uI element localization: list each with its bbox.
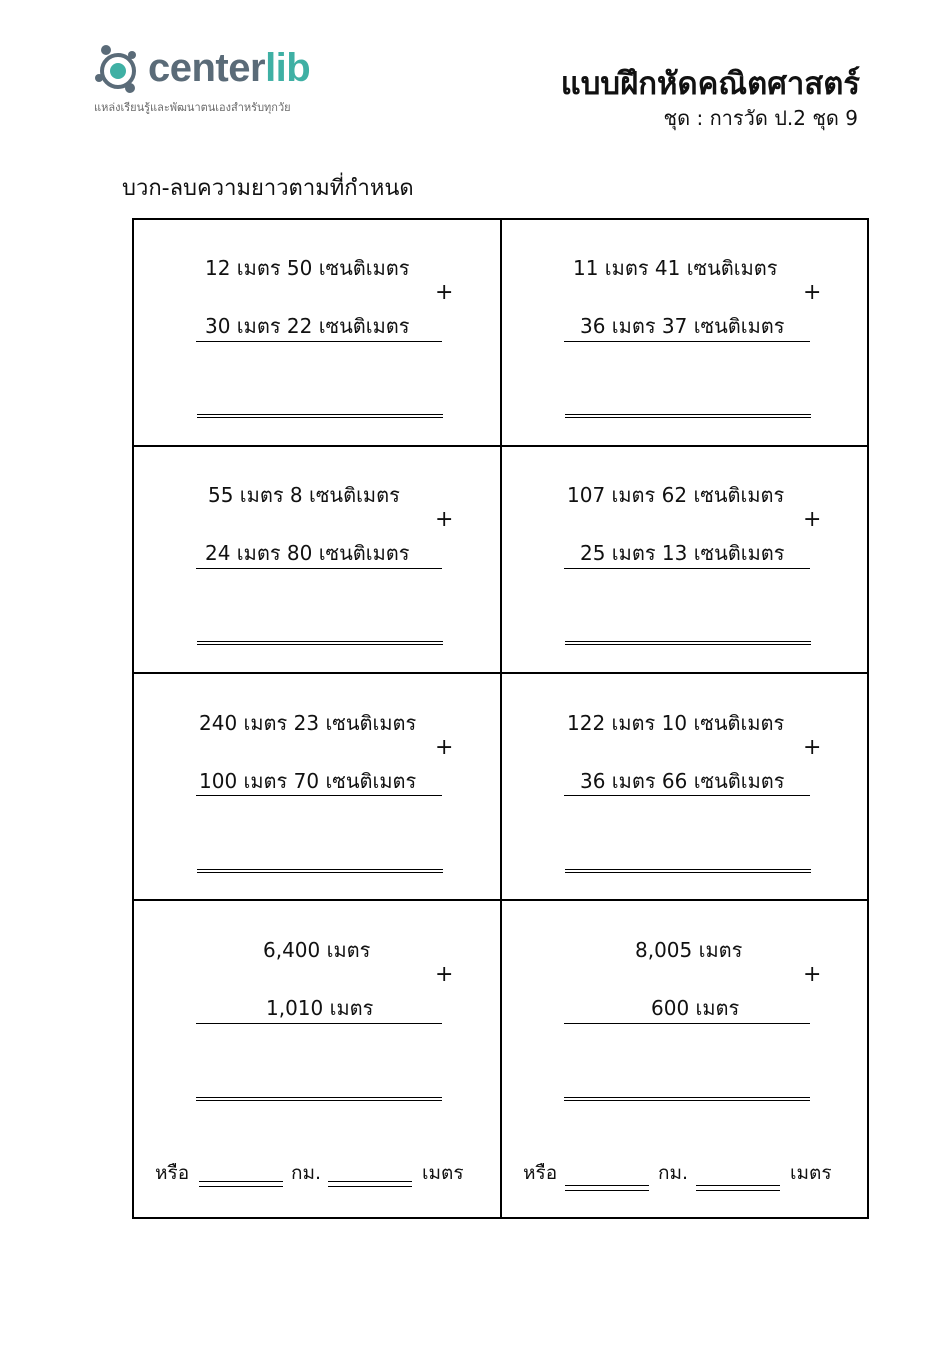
answer-double-line[interactable] <box>565 869 811 873</box>
plus-sign: + <box>803 962 822 987</box>
problem-cell-1 <box>133 219 501 446</box>
problem-7-line-1: 6,400 เมตร <box>263 938 371 962</box>
problem-8-line-2: 600 เมตร <box>651 996 740 1020</box>
problem-8-line-1: 8,005 เมตร <box>635 938 743 962</box>
answer-double-line[interactable] <box>197 641 443 645</box>
plus-sign: + <box>803 280 822 305</box>
problem-cell-3 <box>133 447 501 674</box>
problem-6-line-1: 122 เมตร 10 เซนติเมตร <box>567 711 785 735</box>
plus-sign: + <box>803 507 822 532</box>
problem-cell-5 <box>133 674 501 901</box>
problem-cell-7 <box>133 901 501 1217</box>
km-unit-label: กม. <box>658 1162 689 1184</box>
answer-double-line[interactable] <box>565 641 811 645</box>
sum-line <box>564 1023 810 1024</box>
km-blank[interactable] <box>199 1181 283 1187</box>
problem-3-line-2: 24 เมตร 80 เซนติเมตร <box>205 541 410 565</box>
plus-sign: + <box>435 962 454 987</box>
plus-sign: + <box>435 280 454 305</box>
answer-double-line[interactable] <box>197 414 443 418</box>
sum-line <box>196 795 442 796</box>
instruction-text: บวก-ลบความยาวตามที่กำหนด <box>122 176 414 201</box>
molecule-icon <box>92 42 148 98</box>
km-blank[interactable] <box>565 1185 649 1191</box>
logo-tagline: แหล่งเรียนรู้และพัฒนาตนเองสำหรับทุกวัย <box>94 101 291 114</box>
problem-2-line-1: 11 เมตร 41 เซนติเมตร <box>573 256 778 280</box>
page-subtitle: ชุด : การวัด ป.2 ชุด 9 <box>663 106 858 130</box>
or-label: หรือ <box>155 1162 190 1184</box>
problem-cell-6 <box>502 674 870 901</box>
problem-4-line-1: 107 เมตร 62 เซนติเมตร <box>567 483 785 507</box>
answer-double-line[interactable] <box>197 869 443 873</box>
plus-sign: + <box>435 507 454 532</box>
problem-7-line-2: 1,010 เมตร <box>266 996 374 1020</box>
problem-5-line-1: 240 เมตร 23 เซนติเมตร <box>199 711 417 735</box>
problem-5-line-2: 100 เมตร 70 เซนติเมตร <box>199 769 417 793</box>
problem-cell-2 <box>502 219 870 446</box>
answer-double-line[interactable] <box>196 1097 442 1101</box>
plus-sign: + <box>803 735 822 760</box>
km-unit-label: กม. <box>291 1162 322 1184</box>
problem-cell-8 <box>502 901 870 1217</box>
sum-line <box>196 1023 442 1024</box>
logo-wordmark: centerlib <box>148 46 311 90</box>
problem-1-line-2: 30 เมตร 22 เซนติเมตร <box>205 314 410 338</box>
plus-sign: + <box>435 735 454 760</box>
m-blank[interactable] <box>696 1185 780 1191</box>
m-unit-label: เมตร <box>422 1162 464 1184</box>
problem-2-line-2: 36 เมตร 37 เซนติเมตร <box>580 314 785 338</box>
sum-line <box>196 568 442 569</box>
m-unit-label: เมตร <box>790 1162 832 1184</box>
page-title: แบบฝึกหัดคณิตศาสตร์ <box>560 66 860 102</box>
problem-cell-4 <box>502 447 870 674</box>
answer-double-line[interactable] <box>565 414 811 418</box>
problem-4-line-2: 25 เมตร 13 เซนติเมตร <box>580 541 785 565</box>
sum-line <box>564 341 810 342</box>
problem-1-line-1: 12 เมตร 50 เซนติเมตร <box>205 256 410 280</box>
m-blank[interactable] <box>328 1181 412 1187</box>
sum-line <box>564 795 810 796</box>
answer-double-line[interactable] <box>564 1097 810 1101</box>
problem-3-line-1: 55 เมตร 8 เซนติเมตร <box>208 483 400 507</box>
centerlib-logo <box>92 42 352 122</box>
sum-line <box>564 568 810 569</box>
problem-6-line-2: 36 เมตร 66 เซนติเมตร <box>580 769 785 793</box>
sum-line <box>196 341 442 342</box>
or-label: หรือ <box>523 1162 558 1184</box>
